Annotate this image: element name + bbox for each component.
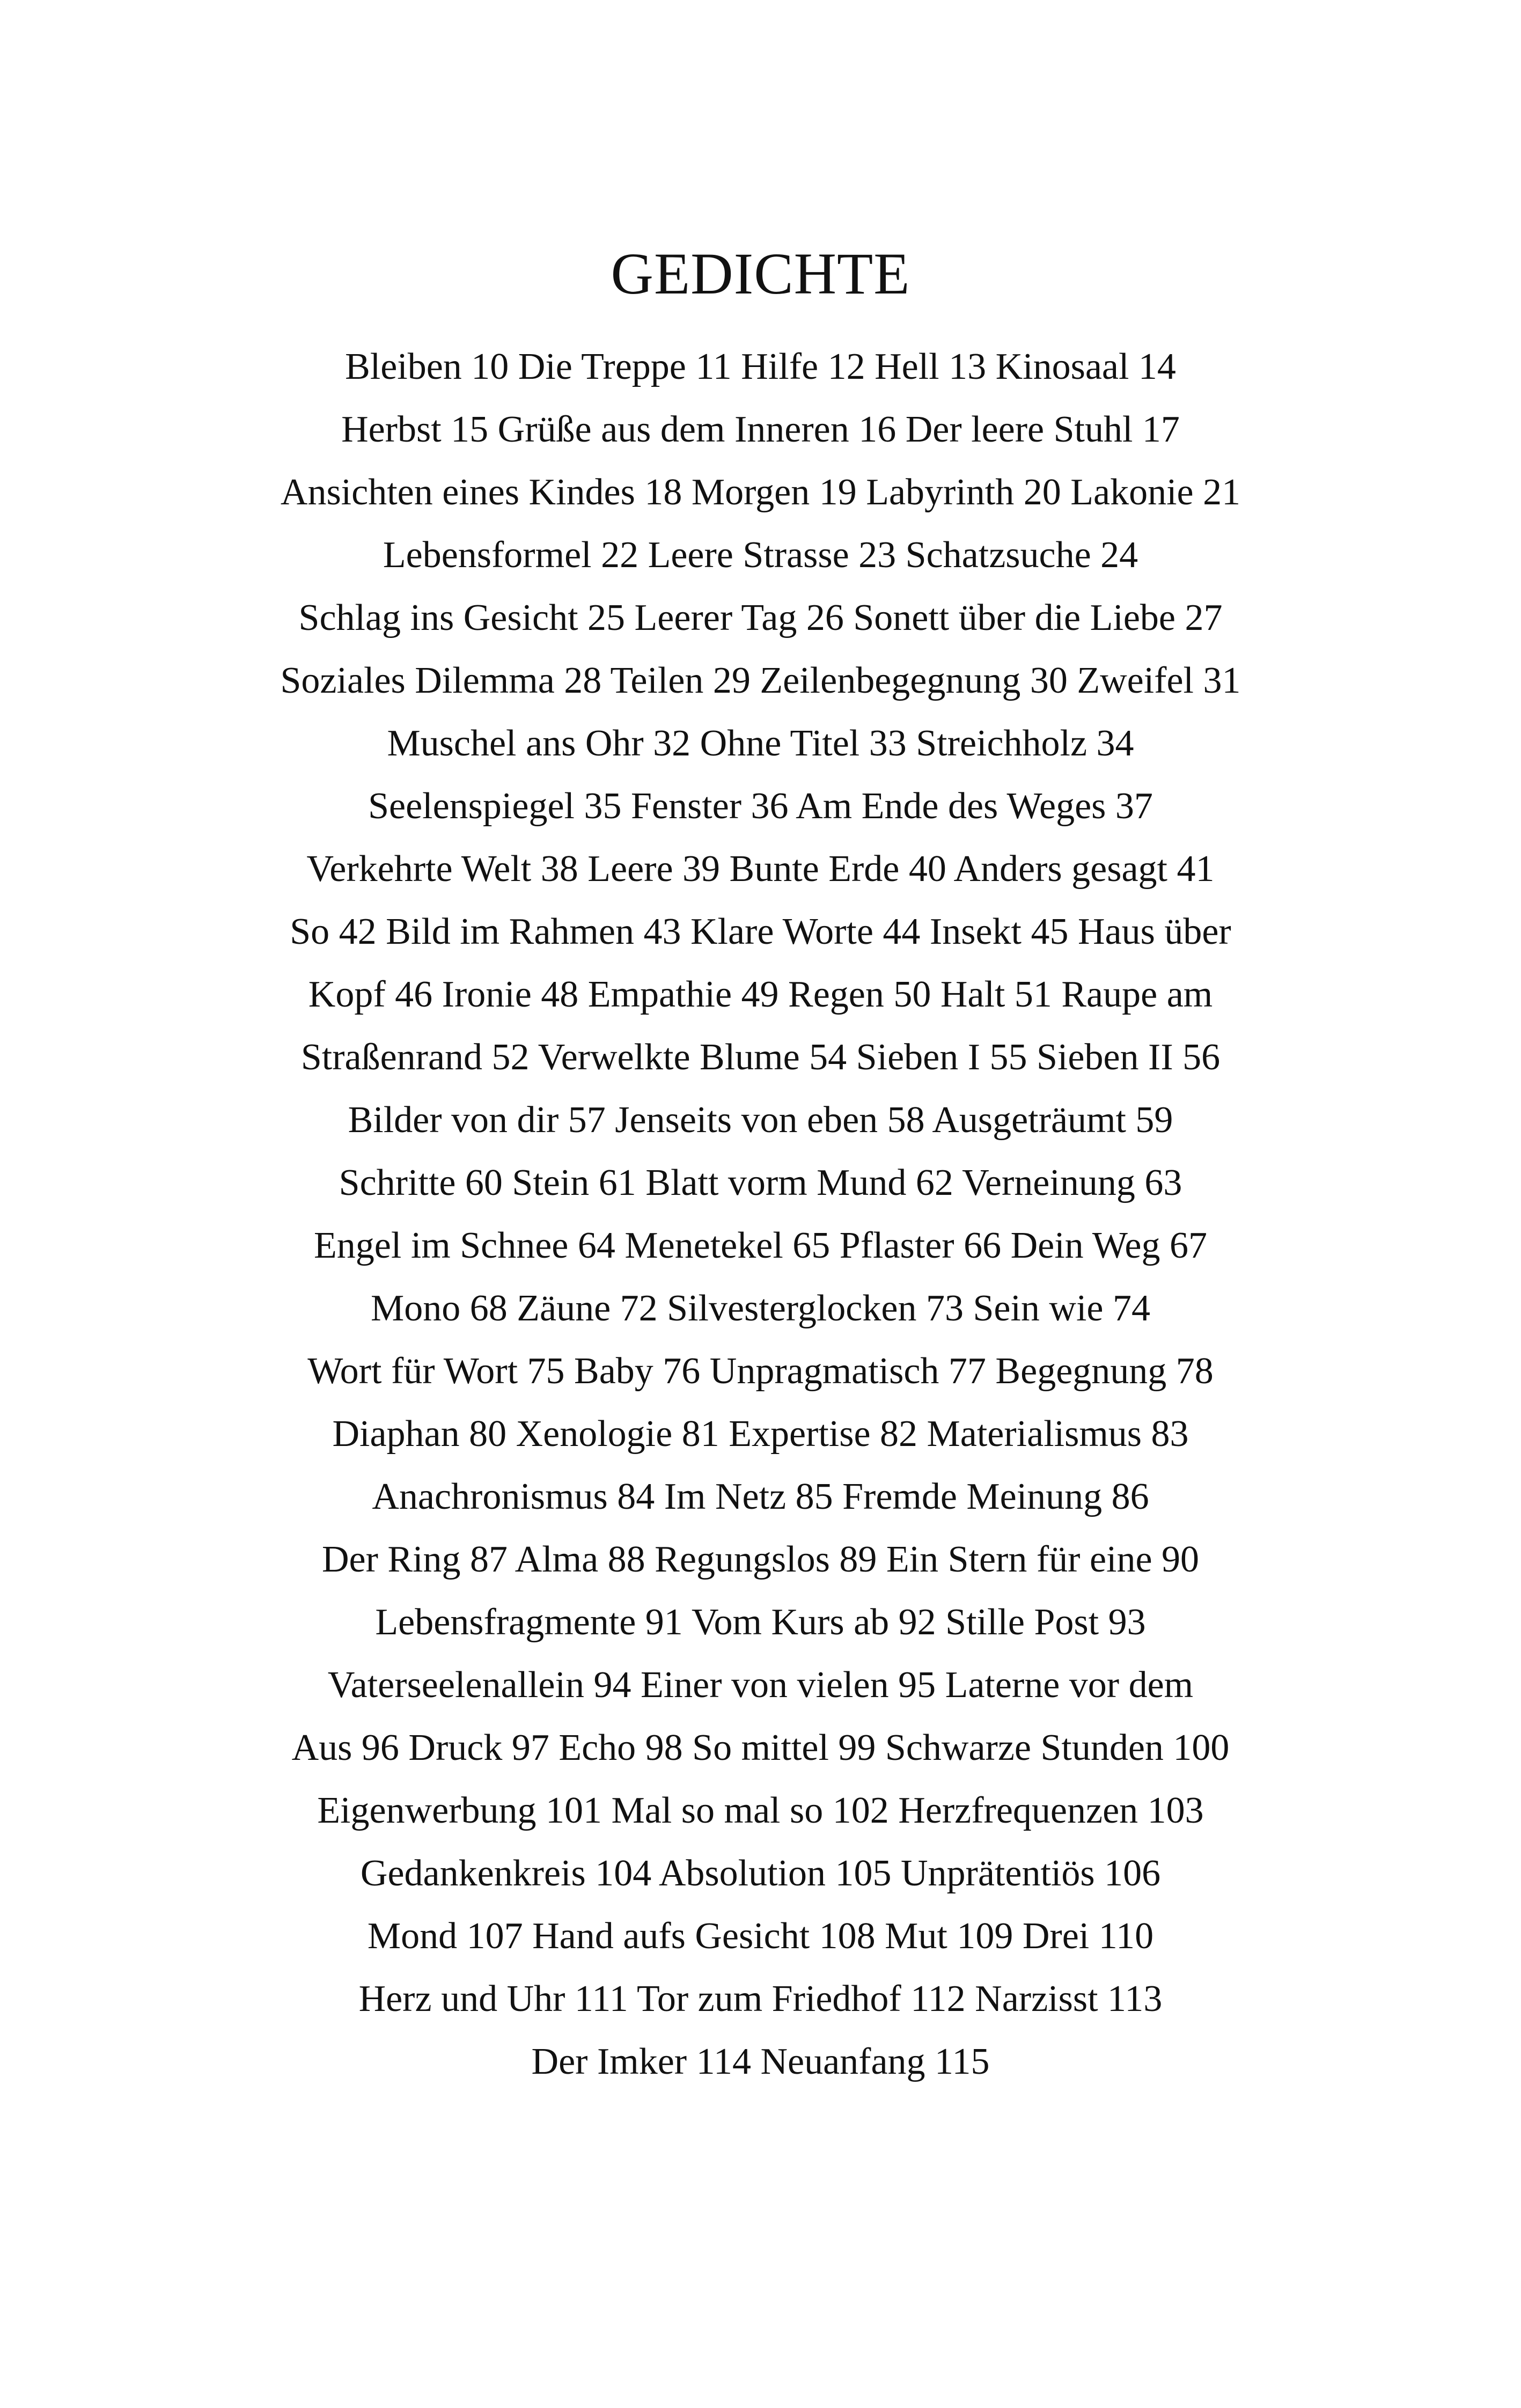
- toc-line: Verkehrte Welt 38 Leere 39 Bunte Erde 40 Anders gesagt 41: [306, 848, 1215, 890]
- toc-line: Herz und Uhr 111 Tor zum Friedhof 112 Narzisst 113: [358, 1978, 1163, 2020]
- toc-line: Kopf 46 Ironie 48 Empathie 49 Regen 50 Halt 51 Raupe am: [308, 974, 1213, 1015]
- toc-line: Der Imker 114 Neuanfang 115: [531, 2041, 990, 2082]
- toc-line: Straßenrand 52 Verwelkte Blume 54 Sieben I 55 Sieben II 56: [300, 1037, 1221, 1078]
- toc-line: Engel im Schnee 64 Menetekel 65 Pflaster 66 Dein Weg 67: [314, 1225, 1207, 1266]
- toc-line: Schlag ins Gesicht 25 Leerer Tag 26 Sonett über die Liebe 27: [298, 597, 1223, 638]
- toc-line: Diaphan 80 Xenologie 81 Expertise 82 Materialismus 83: [332, 1413, 1189, 1455]
- toc-line: Der Ring 87 Alma 88 Regungslos 89 Ein Stern für eine 90: [321, 1539, 1200, 1580]
- toc-line: Soziales Dilemma 28 Teilen 29 Zeilenbegegnung 30 Zweifel 31: [280, 660, 1241, 701]
- toc-line: Gedankenkreis 104 Absolution 105 Unprätentiös 106: [360, 1853, 1161, 1894]
- toc-line: Bilder von dir 57 Jenseits von eben 58 Ausgeträumt 59: [348, 1099, 1173, 1141]
- toc-line: Ansichten eines Kindes 18 Morgen 19 Labyrinth 20 Lakonie 21: [280, 472, 1241, 513]
- toc-line: Bleiben 10 Die Treppe 11 Hilfe 12 Hell 13 Kinosaal 14: [345, 346, 1176, 387]
- toc-line: Mond 107 Hand aufs Gesicht 108 Mut 109 Drei 110: [367, 1915, 1154, 1957]
- toc-line: Lebensformel 22 Leere Strasse 23 Schatzsuche 24: [383, 534, 1138, 576]
- toc-line: Anachronismus 84 Im Netz 85 Fremde Meinung 86: [372, 1476, 1149, 1517]
- toc-line: Herbst 15 Grüße aus dem Inneren 16 Der leere Stuhl 17: [341, 409, 1180, 450]
- toc-line: Seelenspiegel 35 Fenster 36 Am Ende des Weges 37: [368, 785, 1153, 827]
- toc-line: So 42 Bild im Rahmen 43 Klare Worte 44 Insekt 45 Haus über: [290, 911, 1231, 952]
- toc-line: Lebensfragmente 91 Vom Kurs ab 92 Stille Post 93: [375, 1602, 1146, 1643]
- toc-line: Muschel ans Ohr 32 Ohne Titel 33 Streichholz 34: [387, 723, 1134, 764]
- page-title: GEDICHTE: [611, 241, 910, 306]
- toc-line: Mono 68 Zäune 72 Silvesterglocken 73 Sein wie 74: [371, 1288, 1150, 1329]
- toc-line: Wort für Wort 75 Baby 76 Unpragmatisch 77 Begegnung 78: [307, 1350, 1214, 1392]
- toc-line: Vaterseelenallein 94 Einer von vielen 95 Laterne vor dem: [327, 1664, 1194, 1706]
- toc-line: Schritte 60 Stein 61 Blatt vorm Mund 62 Verneinung 63: [339, 1162, 1182, 1203]
- table-of-contents: [161, 335, 1360, 2093]
- toc-line: Eigenwerbung 101 Mal so mal so 102 Herzfrequenzen 103: [317, 1790, 1204, 1831]
- toc-line: Aus 96 Druck 97 Echo 98 So mittel 99 Schwarze Stunden 100: [291, 1727, 1230, 1768]
